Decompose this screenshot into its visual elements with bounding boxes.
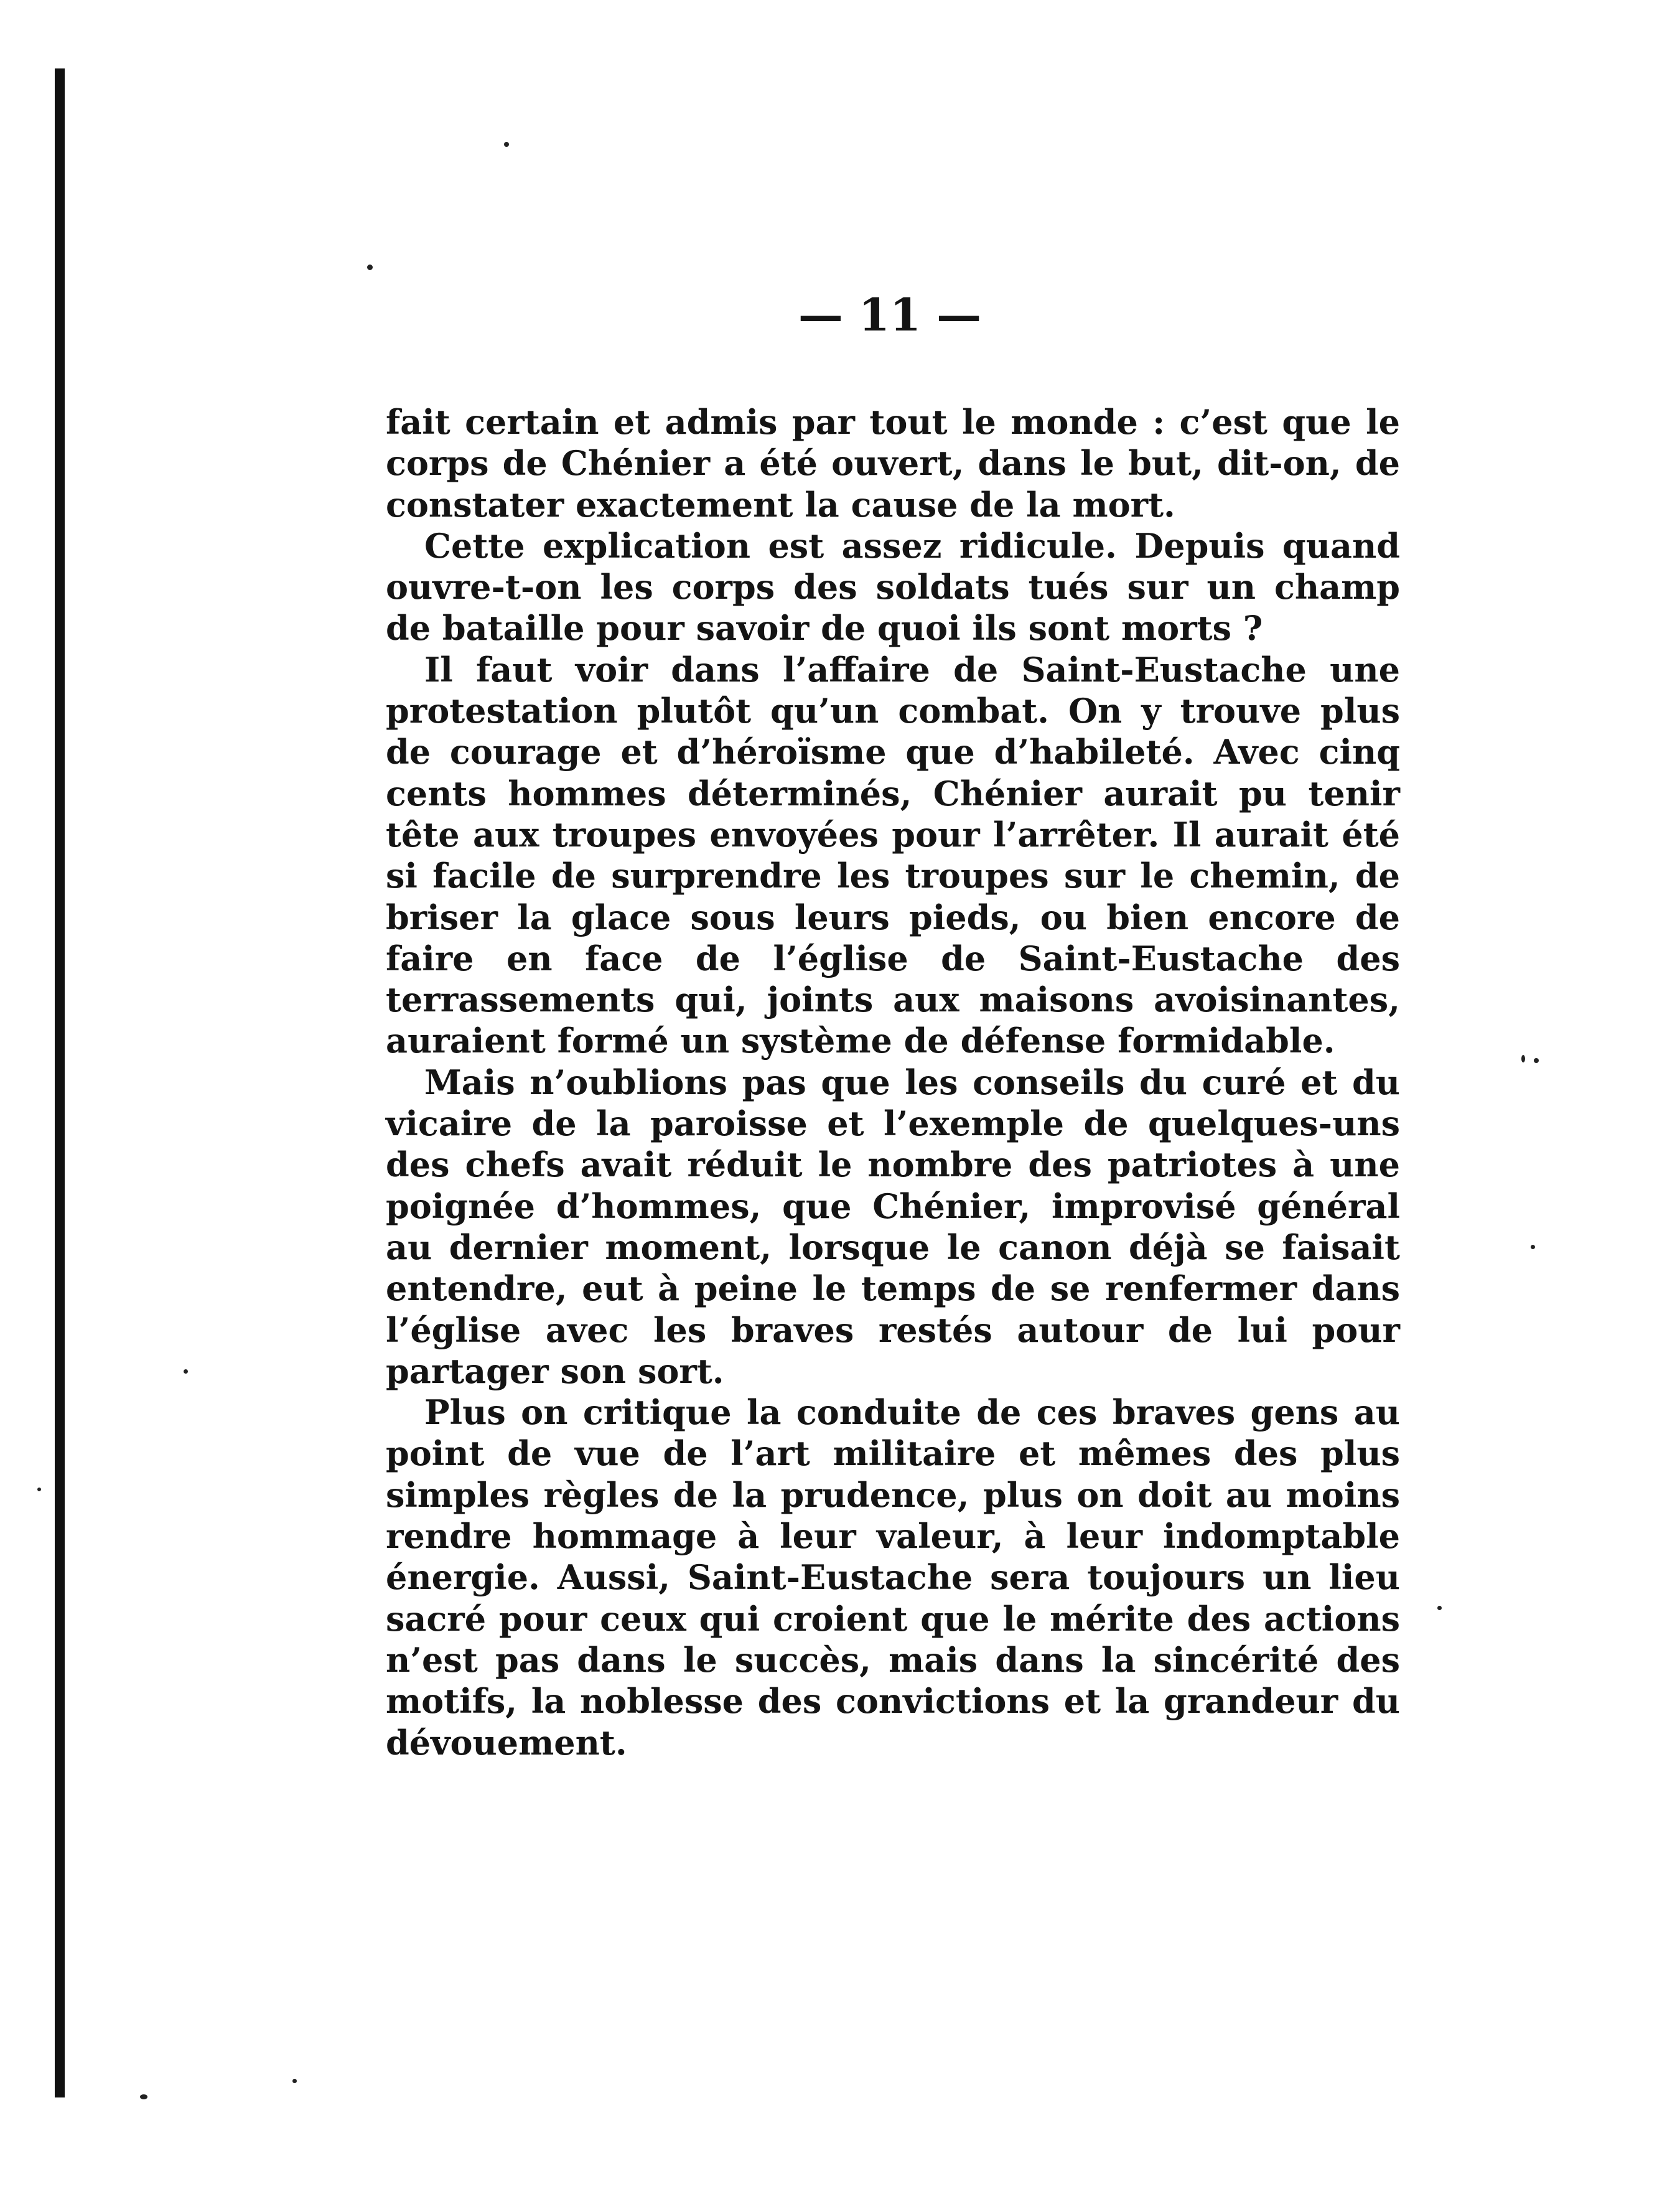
binding-shadow-line bbox=[55, 68, 65, 2097]
paragraph: Mais n’oublions pas que les conseils du curé et du vicaire de la paroisse et l’exemple de quelques-uns des chefs avait réduit le nombre des patriotes à une poignée d’hommes, que Chénier, improvisé général au dernier moment, lorsque le canon déjà se faisait entendre, eut à peine le temps de se renfermer dans l’église avec les braves restés autour de lui pour partager son sort. bbox=[386, 1062, 1400, 1391]
ink-speck bbox=[504, 142, 509, 147]
ink-speck bbox=[1437, 1606, 1442, 1610]
ink-speck bbox=[292, 2079, 297, 2083]
ink-speck bbox=[1534, 1058, 1539, 1063]
paragraph: fait certain et admis par tout le monde : c’est que le corps de Chénier a été ouvert, dans le but, dit-on, de constater exactement la cause de la mort. bbox=[386, 402, 1400, 525]
page-number: — 11 — bbox=[798, 288, 982, 341]
ink-speck bbox=[140, 2094, 147, 2099]
body-text bbox=[386, 401, 1400, 1763]
ink-speck bbox=[367, 265, 373, 270]
paragraph: Il faut voir dans l’affaire de Saint-Eustache une protestation plutôt qu’un combat. On y trouve plus de courage et d’héroïsme que d’habileté. Avec cinq cents hommes déterminés, Chénier aurait pu tenir tête aux troupes envoyées pour l’arrêter. Il aurait été si facile de surprendre les troupes sur le chemin, de briser la glace sous leurs pieds, ou bien encore de faire en face de l’église de Saint-Eustache des terrassements qui, joints aux maisons avoisinantes, auraient formé un système de défense formidable. bbox=[386, 649, 1400, 1061]
ink-speck bbox=[184, 1369, 188, 1374]
ink-speck bbox=[1531, 1245, 1535, 1249]
paragraph: Plus on critique la conduite de ces braves gens au point de vue de l’art militaire et mêmes des plus simples règles de la prudence, plus on doit au moins rendre hommage à leur valeur, à leur indomptable énergie. Aussi, Saint-Eustache sera toujours un lieu sacré pour ceux qui croient que le mérite des actions n’est pas dans le succès, mais dans la sincérité des motifs, la noblesse des convictions et la grandeur du dévouement. bbox=[386, 1392, 1400, 1763]
paragraph: Cette explication est assez ridicule. Depuis quand ouvre-t-on les corps des soldats tués sur un champ de bataille pour savoir de quoi ils sont morts ? bbox=[386, 525, 1400, 649]
ink-speck bbox=[1521, 1055, 1525, 1062]
ink-speck bbox=[37, 1488, 41, 1491]
